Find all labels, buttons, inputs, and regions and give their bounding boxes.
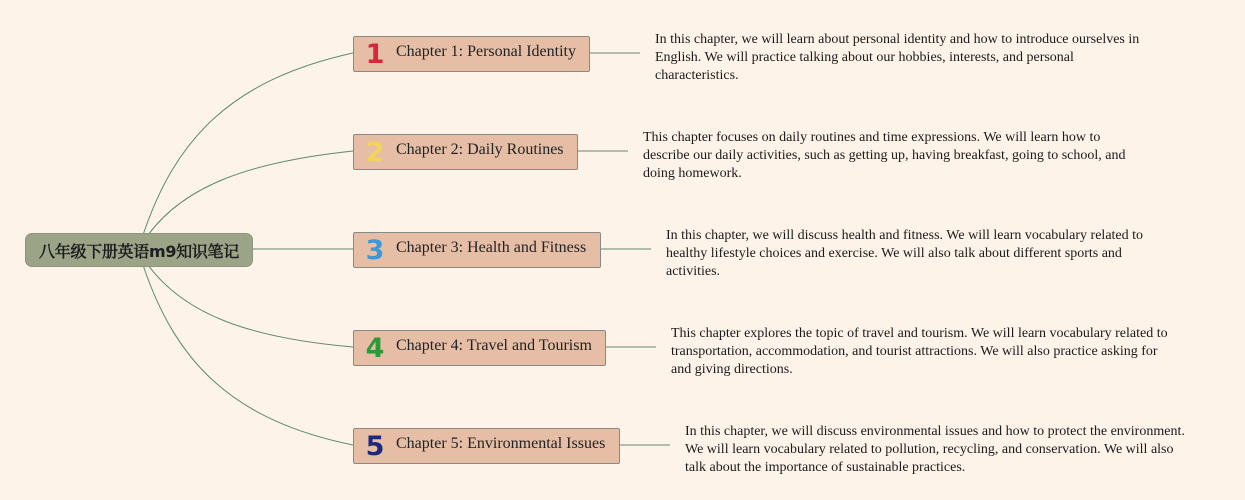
chapter-5-number-badge: 5	[365, 430, 385, 462]
chapter-1-label: Chapter 1: Personal Identity	[396, 43, 576, 60]
chapter-5-description: In this chapter, we will discuss environmental issues and how to protect the environment. We will learn vocabulary related to pollution, recycling, and conservation. We will also talk about the importance of sustainable practices.	[685, 424, 1185, 475]
chapter-3-node[interactable]	[353, 232, 601, 268]
chapter-3-description: In this chapter, we will discuss health and fitness. We will learn vocabulary related to healthy lifestyle choices and exercise. We will also talk about different sports and activities.	[666, 228, 1144, 279]
chapter-1-number-badge: 1	[365, 38, 385, 70]
connector-root-chapter-2	[148, 151, 353, 235]
chapter-2-label: Chapter 2: Daily Routines	[396, 141, 564, 158]
chapter-3-number-badge: 3	[365, 234, 385, 266]
root-topic-node[interactable]: 八年级下册英语m9知识笔记	[25, 233, 253, 267]
chapter-2-number-badge: 2	[365, 136, 385, 168]
chapter-2-description: This chapter focuses on daily routines and time expressions. We will learn how to describe our daily activities, such as getting up, having breakfast, going to school, and doing homework.	[643, 130, 1126, 181]
chapter-2-node[interactable]	[353, 134, 578, 170]
chapter-3-label: Chapter 3: Health and Fitness	[396, 239, 587, 256]
chapter-4-number-badge: 4	[365, 332, 385, 364]
chapter-4-node[interactable]	[353, 330, 606, 366]
chapter-1-node[interactable]	[353, 36, 590, 72]
chapter-4-description: This chapter explores the topic of travel and tourism. We will learn vocabulary related to transportation, accommodation, and tourist attractions. We will also practice asking for and giving directions.	[671, 326, 1168, 377]
chapter-5-label: Chapter 5: Environmental Issues	[396, 435, 606, 452]
chapter-5-node[interactable]	[353, 428, 620, 464]
chapter-4-label: Chapter 4: Travel and Tourism	[396, 337, 592, 354]
connector-root-chapter-4	[148, 265, 353, 347]
chapter-1-description: In this chapter, we will learn about personal identity and how to introduce ourselves in English. We will practice talking about our hobbies, interests, and personal characteristics.	[655, 32, 1140, 83]
